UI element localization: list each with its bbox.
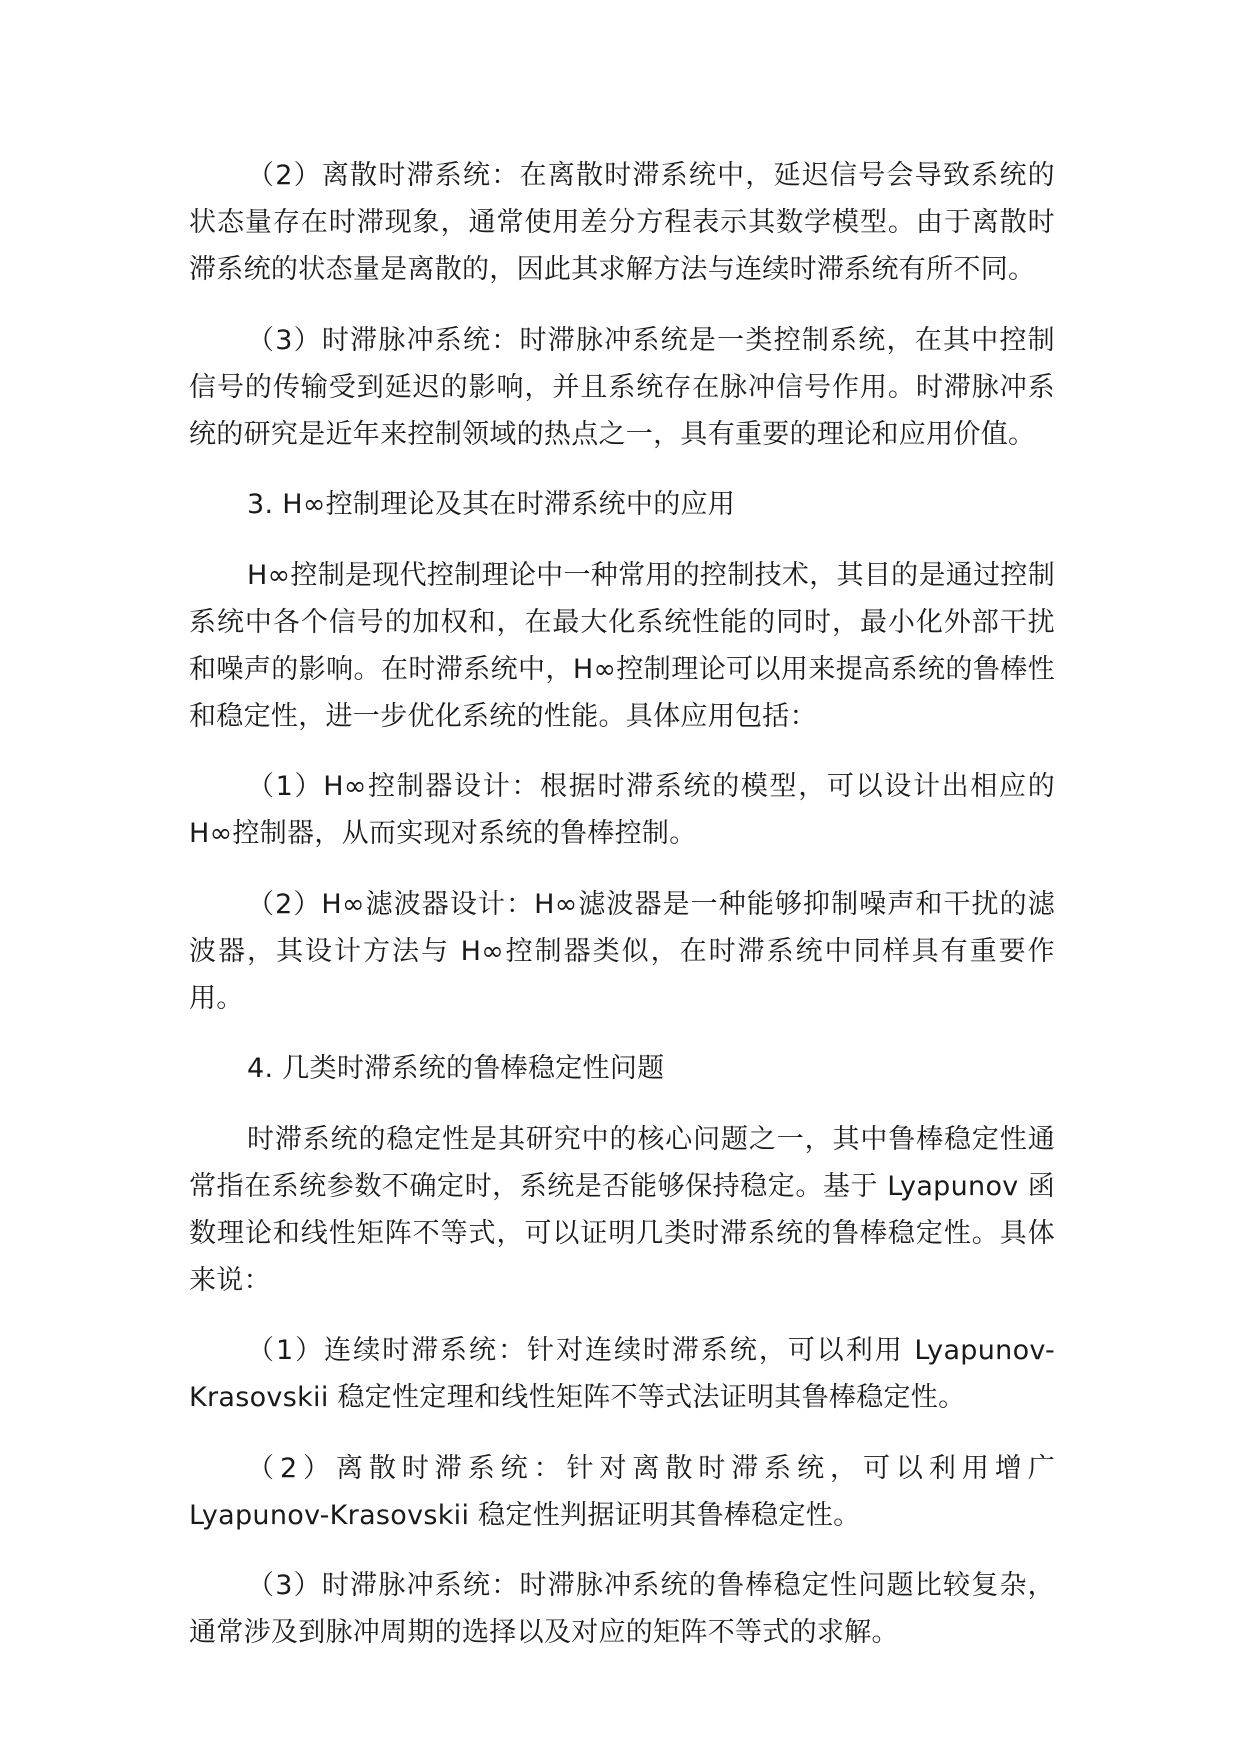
document-page (189, 152, 1055, 1680)
item-2-h-infinity-filter-design: （2）H∞滤波器设计：H∞滤波器是一种能够抑制噪声和干扰的滤波器，其设计方法与 H∞控制器类似，在时滞系统中同样具有重要作用。 (189, 888, 1055, 1014)
item-3-time-delay-impulsive-system: （3）时滞脉冲系统：时滞脉冲系统是一类控制系统，在其中控制信号的传输受到延迟的影响，并且系统存在脉冲信号作用。时滞脉冲系统的研究是近年来控制领域的热点之一，具有重要的理论和应用价值。 (189, 324, 1055, 450)
section-3-heading: 3. H∞控制理论及其在时滞系统中的应用 (247, 489, 736, 520)
robust-stability-intro-paragraph: 时滞系统的稳定性是其研究中的核心问题之一，其中鲁棒稳定性通常指在系统参数不确定时，系统是否能够保持稳定。基于 Lyapunov 函数理论和线性矩阵不等式，可以证明几类时滞系统的鲁棒稳定性。具体来说： (189, 1123, 1055, 1296)
section-4-heading: 4. 几类时滞系统的鲁棒稳定性问题 (247, 1053, 665, 1084)
h-infinity-intro-paragraph: H∞控制是现代控制理论中一种常用的控制技术，其目的是通过控制系统中各个信号的加权和，在最大化系统性能的同时，最小化外部干扰和噪声的影响。在时滞系统中，H∞控制理论可以用来提高系统的鲁棒性和稳定性，进一步优化系统的性能。具体应用包括： (189, 559, 1055, 732)
item-3-time-delay-impulsive-system-stability: （3）时滞脉冲系统：时滞脉冲系统的鲁棒稳定性问题比较复杂，通常涉及到脉冲周期的选择以及对应的矩阵不等式的求解。 (189, 1570, 1055, 1648)
item-1-continuous-time-delay-system: （1）连续时滞系统：针对连续时滞系统，可以利用 Lyapunov-Krasovskii 稳定性定理和线性矩阵不等式法证明其鲁棒稳定性。 (189, 1335, 1055, 1413)
item-2-discrete-time-delay-system-stability: （2）离散时滞系统：针对离散时滞系统，可以利用增广 Lyapunov-Krasovskii 稳定性判据证明其鲁棒稳定性。 (189, 1452, 1055, 1531)
item-2-discrete-time-delay-system: （2）离散时滞系统：在离散时滞系统中，延迟信号会导致系统的状态量存在时滞现象，通常使用差分方程表示其数学模型。由于离散时滞系统的状态量是离散的，因此其求解方法与连续时滞系统有所不同。 (189, 160, 1055, 285)
item-1-h-infinity-controller-design: （1）H∞控制器设计：根据时滞系统的模型，可以设计出相应的 H∞控制器，从而实现对系统的鲁棒控制。 (189, 771, 1055, 849)
